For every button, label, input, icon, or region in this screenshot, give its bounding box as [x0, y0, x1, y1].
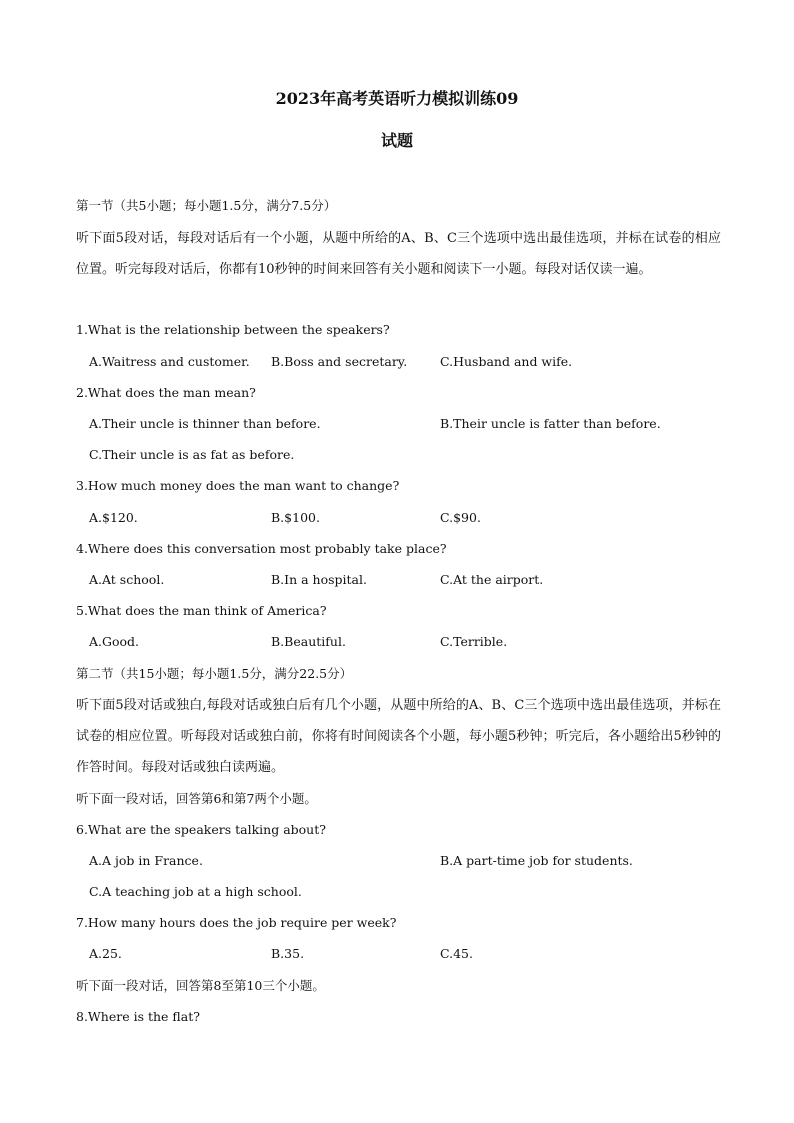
- question-2-option-a: A.Their uncle is thinner than before.: [89, 416, 321, 431]
- section1-instruction: 听下面5段对话，每段对话后有一个小题，从题中所给的A、B、C三个选项中选出最佳选项，并标在试卷的相应位置。听完每段对话后，你都有10秒钟的时间来回答有关小题和阅读下一小题。每段对话仅读一遍。: [76, 231, 721, 277]
- section2-heading: 第二节（共15小题；每小题1.5分，满分22.5分）: [76, 666, 353, 681]
- question-3-option-b: B.$100.: [271, 510, 320, 525]
- question-7: 7.How many hours does the job require per week?: [76, 915, 397, 930]
- question-1: 1.What is the relationship between the speakers?: [76, 322, 390, 337]
- question-6-option-c: C.A teaching job at a high school.: [89, 884, 302, 899]
- question-5-option-b: B.Beautiful.: [271, 634, 346, 649]
- question-2-option-b: B.Their uncle is fatter than before.: [440, 416, 661, 431]
- question-7-option-a: A.25.: [89, 946, 122, 961]
- question-6: 6.What are the speakers talking about?: [76, 822, 326, 837]
- document-title: 2023年高考英语听力模拟训练09: [275, 89, 519, 108]
- question-4-option-a: A.At school.: [89, 572, 165, 587]
- question-3-option-a: A.$120.: [89, 510, 138, 525]
- question-3-option-c: C.$90.: [440, 510, 481, 525]
- question-8: 8.Where is the flat?: [76, 1009, 200, 1024]
- question-6-option-a: A.A job in France.: [89, 853, 203, 868]
- section1-heading: 第一节（共5小题；每小题1.5分，满分7.5分）: [76, 198, 337, 213]
- question-1-option-b: B.Boss and secretary.: [271, 354, 408, 369]
- question-4-option-b: B.In a hospital.: [271, 572, 367, 587]
- question-2-option-c: C.Their uncle is as fat as before.: [89, 447, 295, 462]
- question-1-option-a: A.Waitress and customer.: [89, 354, 250, 369]
- section2-intro-6-7: 听下面一段对话，回答第6和第7两个小题。: [76, 791, 317, 806]
- question-5: 5.What does the man think of America?: [76, 603, 327, 618]
- question-7-option-c: C.45.: [440, 946, 473, 961]
- section2-instruction: 听下面5段对话或独白,每段对话或独白后有几个小题，从题中所给的A、B、C三个选项中选出最佳选项，并标在试卷的相应位置。听每段对话或独白前，你将有时间阅读各个小题，每小题5秒钟；听完后，各小题给出5秒钟的作答时间。每段对话或独白读两遍。: [76, 698, 721, 775]
- question-4: 4.Where does this conversation most probably take place?: [76, 541, 447, 556]
- question-4-option-c: C.At the airport.: [440, 572, 544, 587]
- question-6-option-b: B.A part-time job for students.: [440, 853, 633, 868]
- question-1-option-c: C.Husband and wife.: [440, 354, 573, 369]
- document-subtitle: 试题: [380, 131, 413, 150]
- question-7-option-b: B.35.: [271, 946, 305, 961]
- question-2: 2.What does the man mean?: [76, 385, 256, 400]
- question-5-option-c: C.Terrible.: [440, 634, 508, 649]
- question-3: 3.How much money does the man want to change?: [76, 478, 400, 493]
- section2-intro-8-10: 听下面一段对话，回答第8至第10三个小题。: [76, 978, 325, 993]
- question-5-option-a: A.Good.: [89, 634, 140, 649]
